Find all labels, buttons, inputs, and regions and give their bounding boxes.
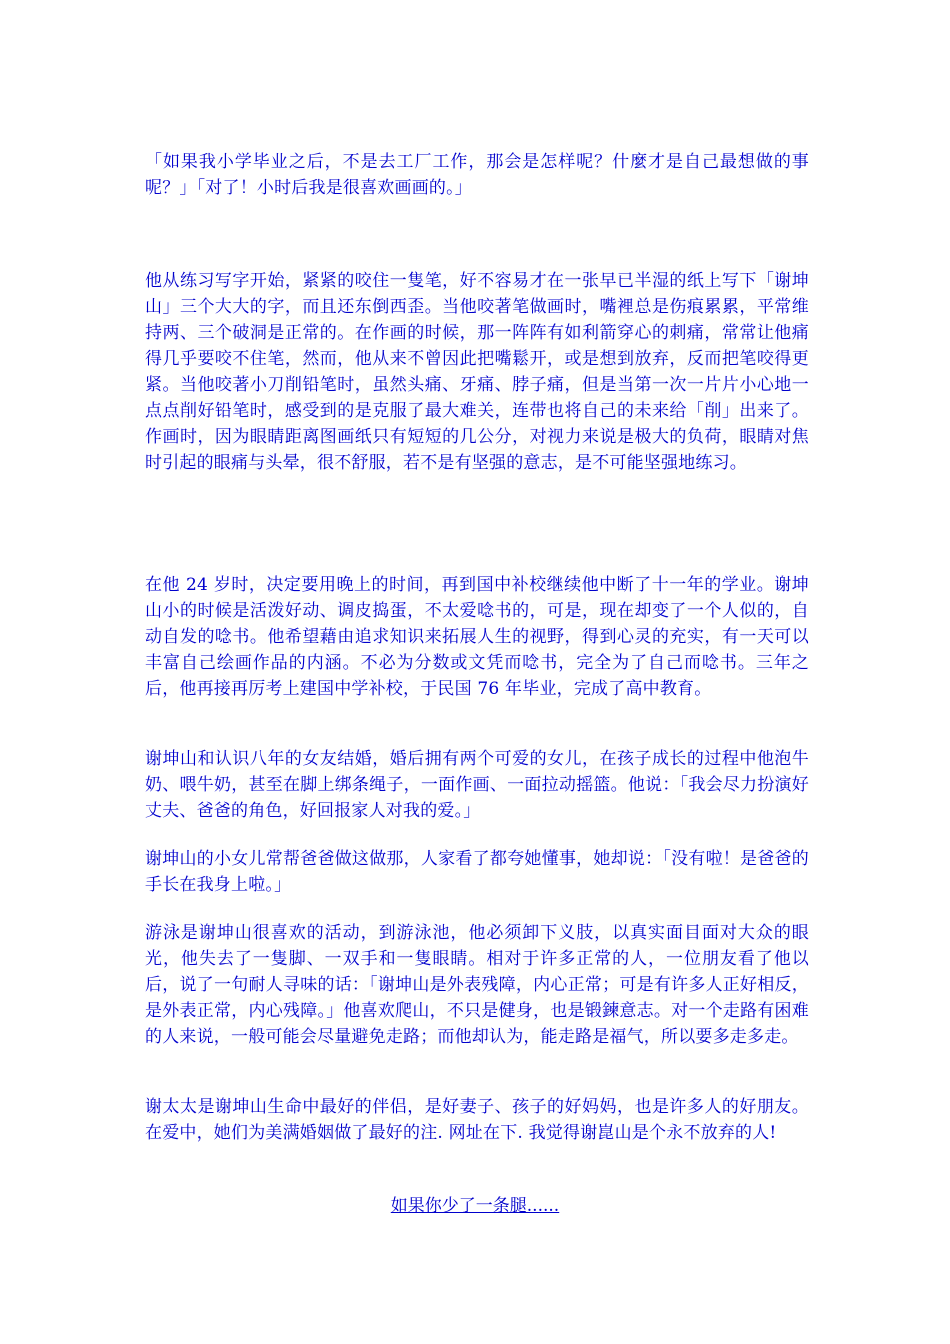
footer-link-container: [0, 1193, 950, 1219]
paragraph-swimming: 游泳是谢坤山很喜欢的活动，到游泳池，他必须卸下义肢，以真实面目面对大众的眼光，他失去了一隻脚、一双手和一隻眼睛。相对于许多正常的人，一位朋友看了他以后，说了一句耐人寻味的话：「谢坤山是外表残障，内心正常；可是有许多人正好相反，是外表正常，内心残障。」他喜欢爬山，不只是健身，也是锻鍊意志。对一个走路有困难的人来说，一般可能会尽量避免走路；而他却认为，能走路是福气，所以要多走多走。: [145, 923, 809, 1047]
paragraph-education: 在他 24 岁时，决定要用晚上的时间，再到国中补校继续他中断了十一年的学业。谢坤山小的时候是活泼好动、调皮捣蛋，不太爱唸书的，可是，现在却变了一个人似的，自动自发的唸书。他希望藉由追求知识来拓展人生的视野，得到心灵的充实，有一天可以丰富自己绘画作品的内涵。不必为分数或文凭而唸书，完全为了自己而唸书。三年之后，他再接再厉考上建国中学补校，于民国 76 年毕业，完成了高中教育。: [145, 575, 809, 699]
paragraph-daughter: 谢坤山的小女儿常帮爸爸做这做那，人家看了都夸她懂事，她却说：「没有啦！是爸爸的手长在我身上啦。」: [145, 849, 809, 895]
paragraph-drawing-memory: 「如果我小学毕业之后，不是去工厂工作，那会是怎样呢？什麼才是自己最想做的事呢？」「对了！小时后我是很喜欢画画的。」: [145, 152, 809, 198]
paragraph-writing-practice: 他从练习写字开始，紧紧的咬住一隻笔，好不容易才在一张早已半湿的纸上写下「谢坤山」三个大大的字，而且还东倒西歪。当他咬著笔做画时，嘴裡总是伤痕累累，平常维持两、三个破洞是正常的。在作画的时候，那一阵阵有如利箭穿心的刺痛，常常让他痛得几乎要咬不住笔，然而，他从来不曾因此把嘴鬆开，或是想到放弃，反而把笔咬得更紧。当他咬著小刀削铅笔时，虽然头痛、牙痛、脖子痛，但是当第一次一片片小心地一点点削好铅笔时，感受到的是克服了最大难关，连带也将自己的未来给「削」出来了。作画时，因为眼睛距离图画纸只有短短的几公分，对视力来说是极大的负荷，眼睛对焦时引起的眼痛与头晕，很不舒服，若不是有坚强的意志，是不可能坚强地练习。: [145, 271, 809, 473]
story-link[interactable]: 如果你少了一条腿......: [390, 1196, 560, 1216]
paragraph-wife: 谢太太是谢坤山生命中最好的伴侣，是好妻子、孩子的好妈妈，也是许多人的好朋友。在爱中，她们为美满婚姻做了最好的注. 网址在下. 我觉得谢崑山是个永不放弃的人!: [145, 1097, 809, 1143]
paragraph-marriage: 谢坤山和认识八年的女友结婚，婚后拥有两个可爱的女儿，在孩子成长的过程中他泡牛奶、喂牛奶，甚至在脚上绑条绳子，一面作画、一面拉动摇篮。他说：「我会尽力扮演好丈夫、爸爸的角色，好回报家人对我的爱。」: [145, 749, 809, 821]
